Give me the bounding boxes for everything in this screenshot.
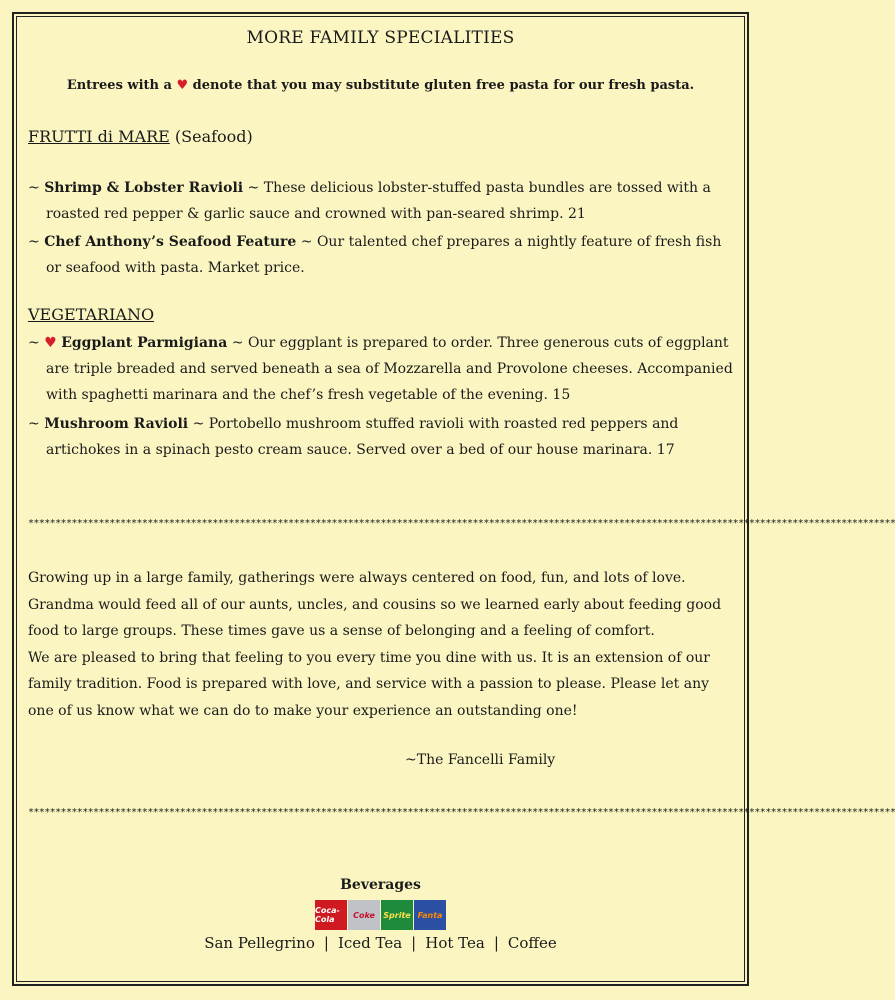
item-name: Mushroom Ravioli	[44, 416, 189, 432]
item-name: Shrimp & Lobster Ravioli	[44, 180, 244, 196]
item-prefix: ~	[28, 335, 45, 351]
seafood-heading	[28, 127, 253, 146]
item-prefix: ~	[28, 416, 45, 432]
story-paragraph-2: We are pleased to bring that feeling to you every time you dine with us. It is an extension of our family tradition. Food is prepared with love, and service with a passion to please. Please let any one of us know what we can do to make your experience an outstanding one!	[28, 649, 710, 719]
divider-bottom: ****************************************************************************************************************************************************************	[28, 807, 895, 818]
beverage-separator: |	[493, 934, 499, 952]
item-prefix: ~	[28, 234, 45, 250]
beverage-item: Hot Tea	[425, 934, 485, 952]
story-paragraph-1: Growing up in a large family, gatherings were always centered on food, fun, and lots of love. Grandma would feed all of our aunts, uncles, and cousins so we learned early about feeding good food to large groups. These times gave us a sense of belonging and a feeling of comfort.	[28, 570, 722, 639]
beverage-separator: |	[411, 934, 417, 952]
seafood-heading-sub: (Seafood)	[174, 127, 253, 146]
gluten-note-after: denote that you may substitute gluten free pasta for our fresh pasta.	[192, 78, 695, 93]
beverage-item: Coffee	[507, 934, 557, 952]
gluten-note-before: Entrees with a	[66, 78, 172, 93]
menu-item-seafood-feature	[28, 229, 734, 281]
item-name: Chef Anthony’s Seafood Feature	[44, 234, 297, 250]
item-description: ~ These delicious lobster-stuffed pasta bundles are tossed with a roasted red pepper & garlic sauce and crowned with pan-seared shrimp. 21	[46, 180, 711, 222]
gluten-free-note	[0, 78, 761, 93]
heart-icon: ♥	[44, 335, 57, 351]
sprite-logo: Sprite	[381, 900, 413, 930]
item-prefix: ~	[28, 180, 45, 196]
coke-logo: Coke	[348, 900, 380, 930]
heart-icon: ♥	[176, 78, 189, 93]
page-title: MORE FAMILY SPECIALITIES	[246, 28, 515, 48]
beverages-heading: Beverages	[340, 877, 421, 893]
item-description: ~ Our eggplant is prepared to order. Three generous cuts of eggplant are triple breaded and served beneath a sea of Mozzarella and Provolone cheeses. Accompanied with spaghetti marinara and the chef’s fresh vegetable of the evening. 15	[46, 335, 733, 403]
beverage-separator: |	[323, 934, 329, 952]
signature: ~The Fancelli Family	[405, 752, 556, 768]
beverage-item: Iced Tea	[337, 934, 403, 952]
family-story	[28, 565, 728, 724]
item-name: Eggplant Parmigiana	[61, 335, 228, 351]
vegetarian-heading-title: VEGETARIANO	[28, 305, 155, 324]
seafood-heading-title: FRUTTI di MARE	[28, 127, 170, 146]
menu-item-shrimp-lobster-ravioli	[28, 175, 734, 227]
beverage-logos	[315, 900, 446, 930]
menu-item-eggplant-parmigiana	[28, 330, 734, 408]
beverage-item: San Pellegrino	[204, 934, 315, 952]
inner-border	[16, 16, 895, 982]
coca-cola-logo: Coca-Cola	[315, 900, 347, 930]
fanta-logo: Fanta	[414, 900, 446, 930]
item-description: ~ Our talented chef prepares a nightly feature of fresh fish or seafood with pasta. Market price.	[46, 234, 722, 276]
vegetarian-heading	[28, 305, 154, 324]
item-description: ~ Portobello mushroom stuffed ravioli with roasted red peppers and artichokes in a spinach pesto cream sauce. Served over a bed of our house marinara. 17	[46, 416, 679, 458]
menu-item-mushroom-ravioli	[28, 411, 734, 463]
beverage-list	[0, 934, 761, 952]
divider-top: ****************************************************************************************************************************************************************	[28, 518, 895, 529]
